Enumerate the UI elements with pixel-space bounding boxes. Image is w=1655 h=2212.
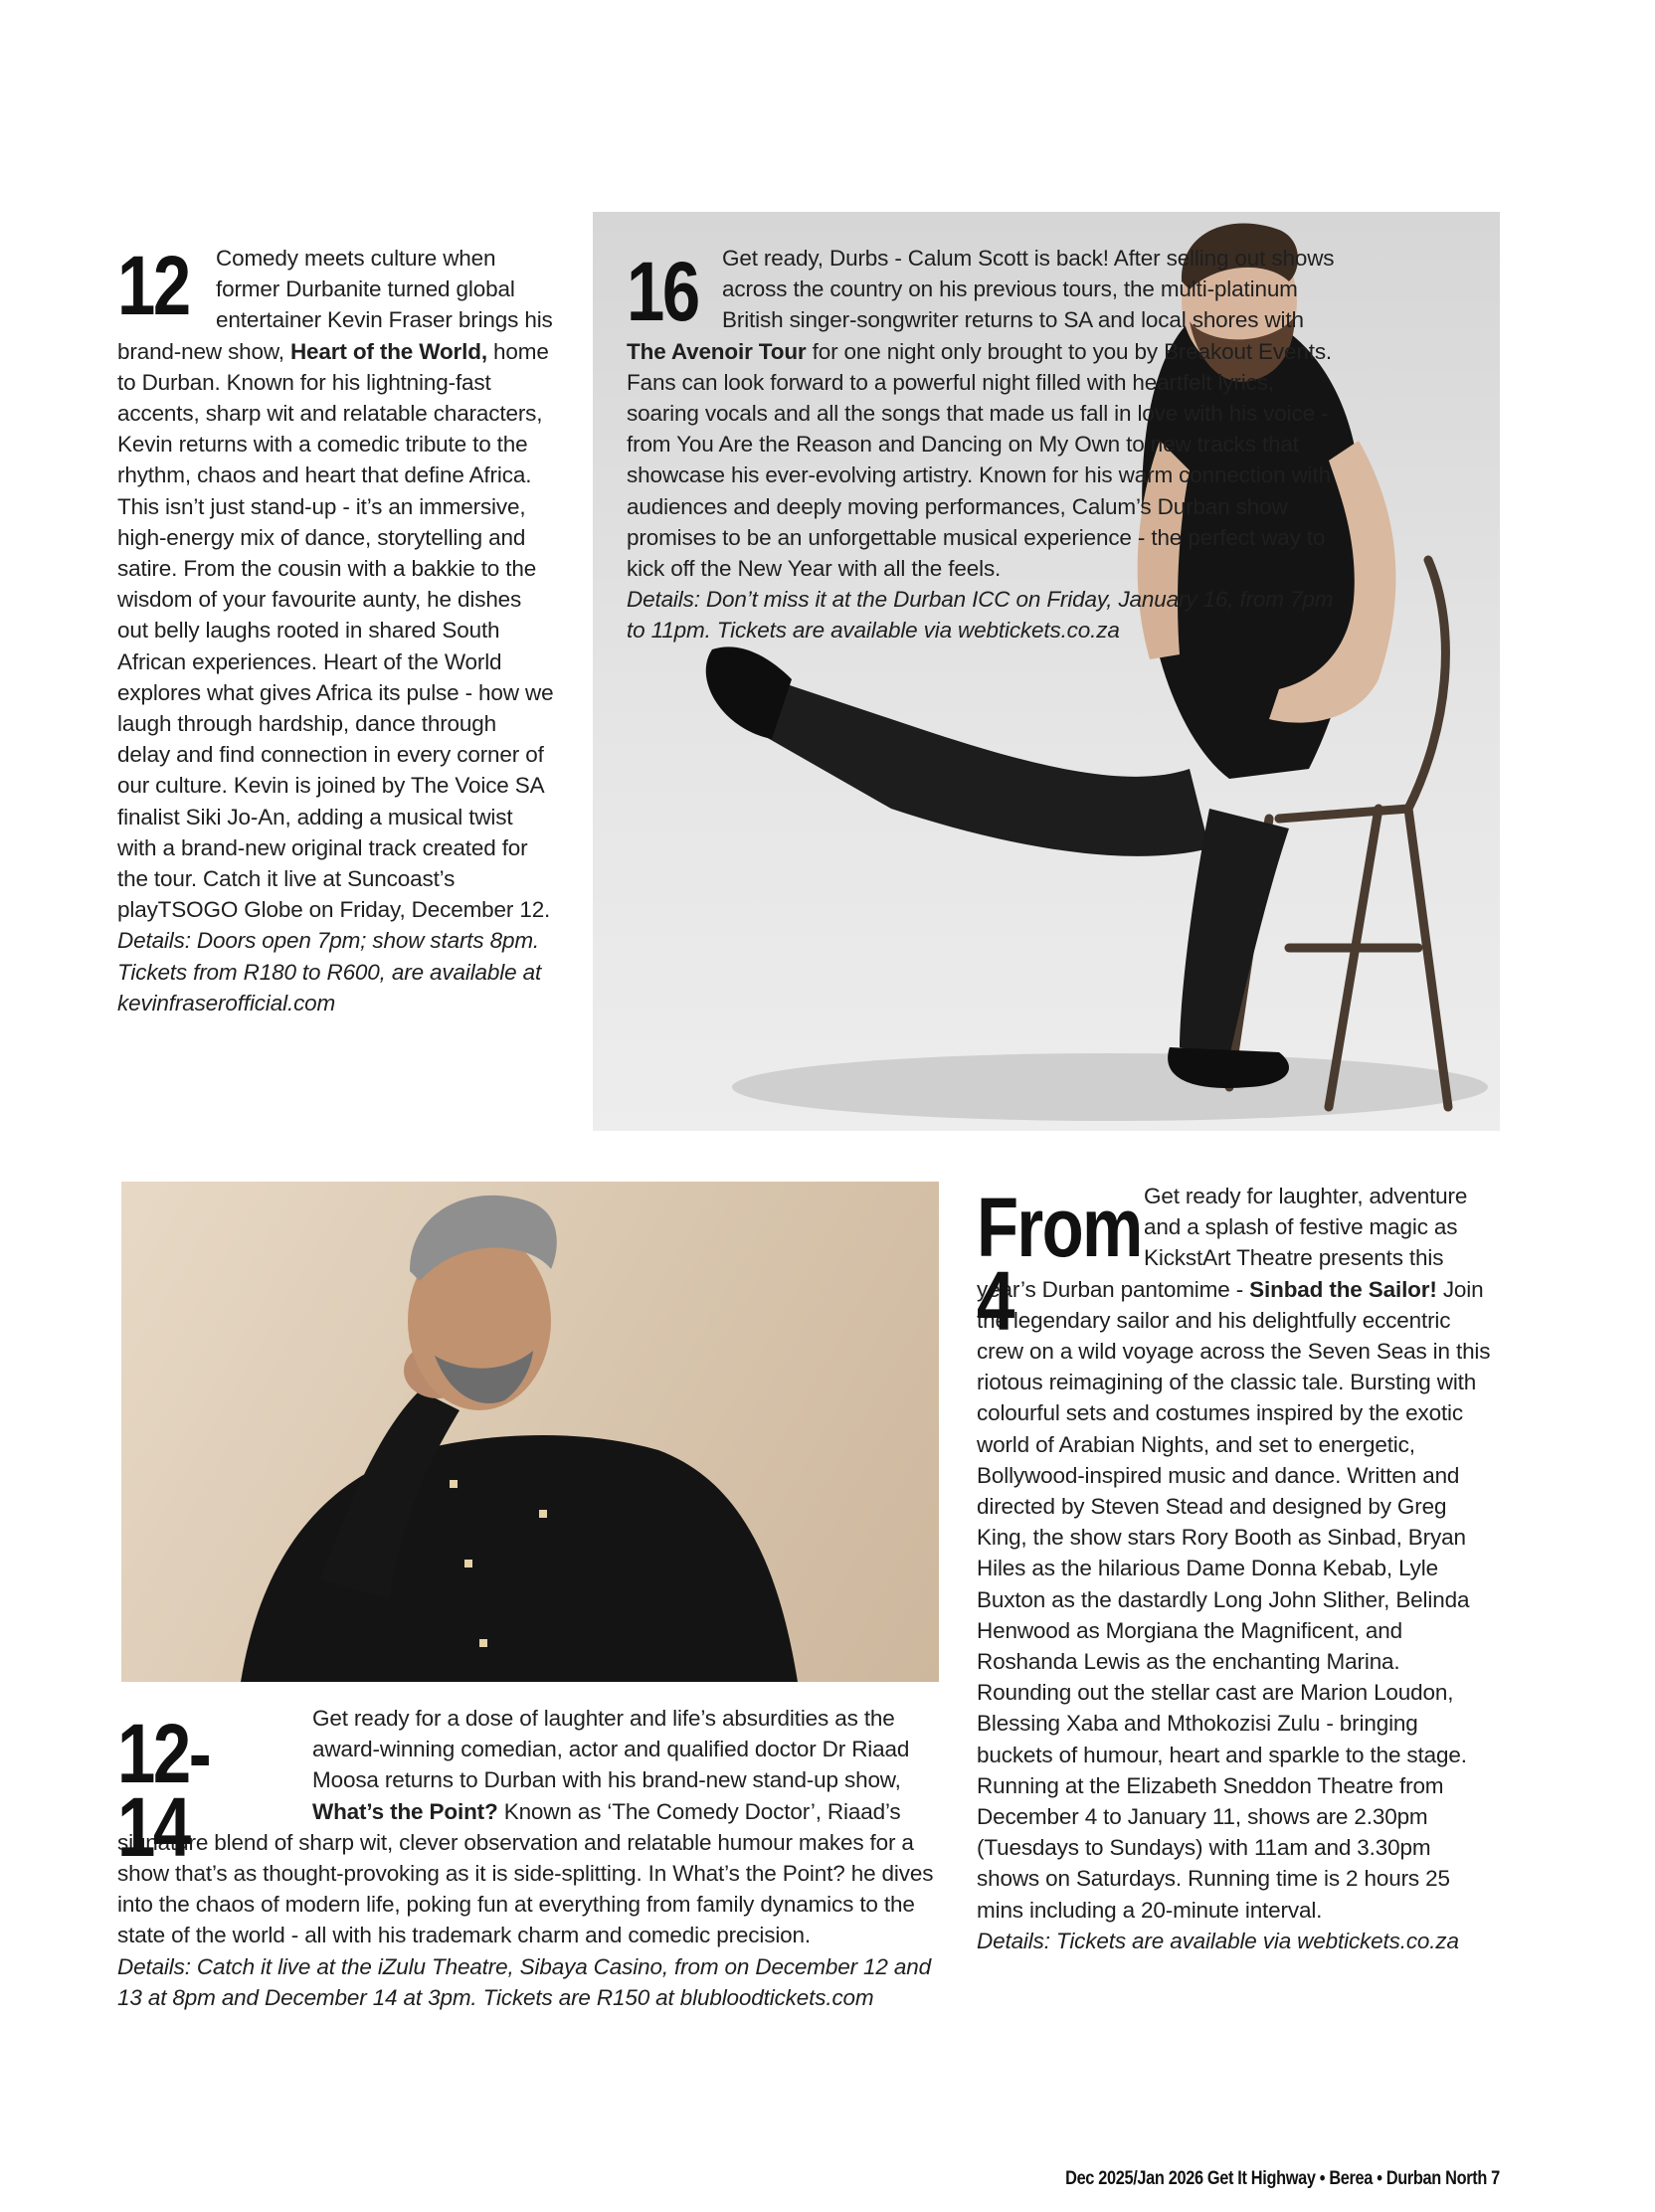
article-body: Comedy meets culture when former Durbanite turned global entertainer Kevin Fraser brings his brand-new show, Heart of the World, home to Durban. Known for his lightning-fast accents, sharp wit and relatable characters, Kevin returns with a comedic tribute to the rhythm, chaos and heart that define Africa. This isn’t just stand-up - it’s an immersive, high-energy mix of dance, storytelling and satire. From the cousin with a bakkie to the wisdom of your favourite aunty, he dishes out belly laughs rooted in shared South African experiences. Heart of the World explores what gives Africa its pulse - how we laugh through hardship, dance through delay and find connection in every corner of our culture. Kevin is joined by The Voice SA finalist Siki Jo-An, adding a musical twist with a brand-new original track created for the tour. Catch it live at Suncoast’s playTSOGO Globe on Friday, December 12. (117, 246, 554, 923)
show-title: Sinbad the Sailor! (1249, 1276, 1437, 1302)
shirt (241, 1435, 798, 1682)
article-whats-the-point (117, 1703, 943, 2013)
article-avenoir-tour (627, 243, 1343, 646)
event-date: 12-14 (117, 1707, 210, 1874)
floor-shadow (732, 1053, 1488, 1121)
article-sinbad (977, 1181, 1494, 1956)
front-leg (752, 679, 1209, 856)
page-footer: Dec 2025/Jan 2026 Get It Highway • Berea • Durban North 7 (1065, 2168, 1500, 2189)
event-date: From 4 (977, 1181, 1142, 1348)
event-details: Details: Catch it live at the iZulu Theatre, Sibaya Casino, from on December 12 and 13 at 8pm and December 14 at 3pm. Tickets are R150 at blubloodtickets.com (117, 1953, 931, 2010)
event-details: Details: Don’t miss it at the Durban ICC on Friday, January 16, from 7pm to 11pm. Tickets are available via webtickets.co.za (627, 587, 1334, 644)
event-details: Details: Doors open 7pm; show starts 8pm. Tickets from R180 to R600, are available at kevinfraserofficial.com (117, 928, 542, 1015)
photo-riaad-moosa (121, 1182, 939, 1682)
article-body: Get ready for a dose of laughter and life’s absurdities as the award-winning comedian, actor and qualified doctor Dr Riaad Moosa returns to Durban with his brand-new stand-up show, What’s the Point? Known as ‘The Comedy Doctor’, Riaad’s signature blend of sharp wit, clever observation and relatable humour makes for a show that’s as thought-provoking as it is side-splitting. In What’s the Point? he dives into the chaos of modern life, poking fun at everything from family dynamics to the state of the world - all with his trademark charm and comedic precision. (117, 1706, 934, 1948)
show-title: Heart of the World, (289, 338, 487, 364)
show-title: The Avenoir Tour (627, 338, 807, 364)
event-date: 16 (627, 245, 698, 338)
riaad-moosa-illustration (121, 1182, 939, 1682)
event-details: Details: Tickets are available via webtickets.co.za (977, 1928, 1459, 1953)
article-heart-of-the-world (117, 239, 555, 1018)
article-body: Get ready for laughter, adventure and a splash of festive magic as KickstArt Theatre presents this year’s Durban pantomime - Sinbad the Sailor! Join the legendary sailor and his delightfully eccentric crew on a wild voyage across the Seven Seas in this riotous reimagining of the classic tale. Bursting with colourful sets and costumes inspired by the exotic world of Arabian Nights, and set to energetic, Bollywood-inspired music and dance. Written and directed by Steven Stead and designed by Greg King, the show stars Rory Booth as Sinbad, Bryan Hiles as the hilarious Dame Donna Kebab, Lyle Buxton as the dastardly Long John Slither, Belinda Henwood as Morgiana the Magnificent, and Roshanda Lewis as the enchanting Marina. Rounding out the stellar cast are Marion Loudon, Blessing Xaba and Mthokozisi Zulu - bringing buckets of humour, heart and sparkle to the stage. Running at the Elizabeth Sneddon Theatre from December 4 to January 11, shows are 2.30pm (Tuesdays to Sundays) with 11am and 3.30pm shows on Saturdays. Running time is 2 hours 25 mins including a 20-minute interval. (977, 1184, 1491, 1923)
show-title: What’s the Point? (312, 1798, 498, 1824)
event-date: 12 (117, 239, 189, 332)
article-body: Get ready, Durbs - Calum Scott is back! After selling out shows across the country on his previous tours, the multi-platinum British singer-songwriter returns to SA and local shores with The Avenoir Tour for one night only brought to you by Breakout Events. Fans can look forward to a powerful night filled with heartfelt lyrics, soaring vocals and all the songs that made us fall in love with his voice - from You Are the Reason and Dancing on My Own to new tracks that showcase his ever-evolving artistry. Known for his warm connection with audiences and deeply moving performances, Calum’s Durban show promises to be an unforgettable musical experience - the perfect way to kick off the New Year with all the feels. (627, 246, 1335, 582)
